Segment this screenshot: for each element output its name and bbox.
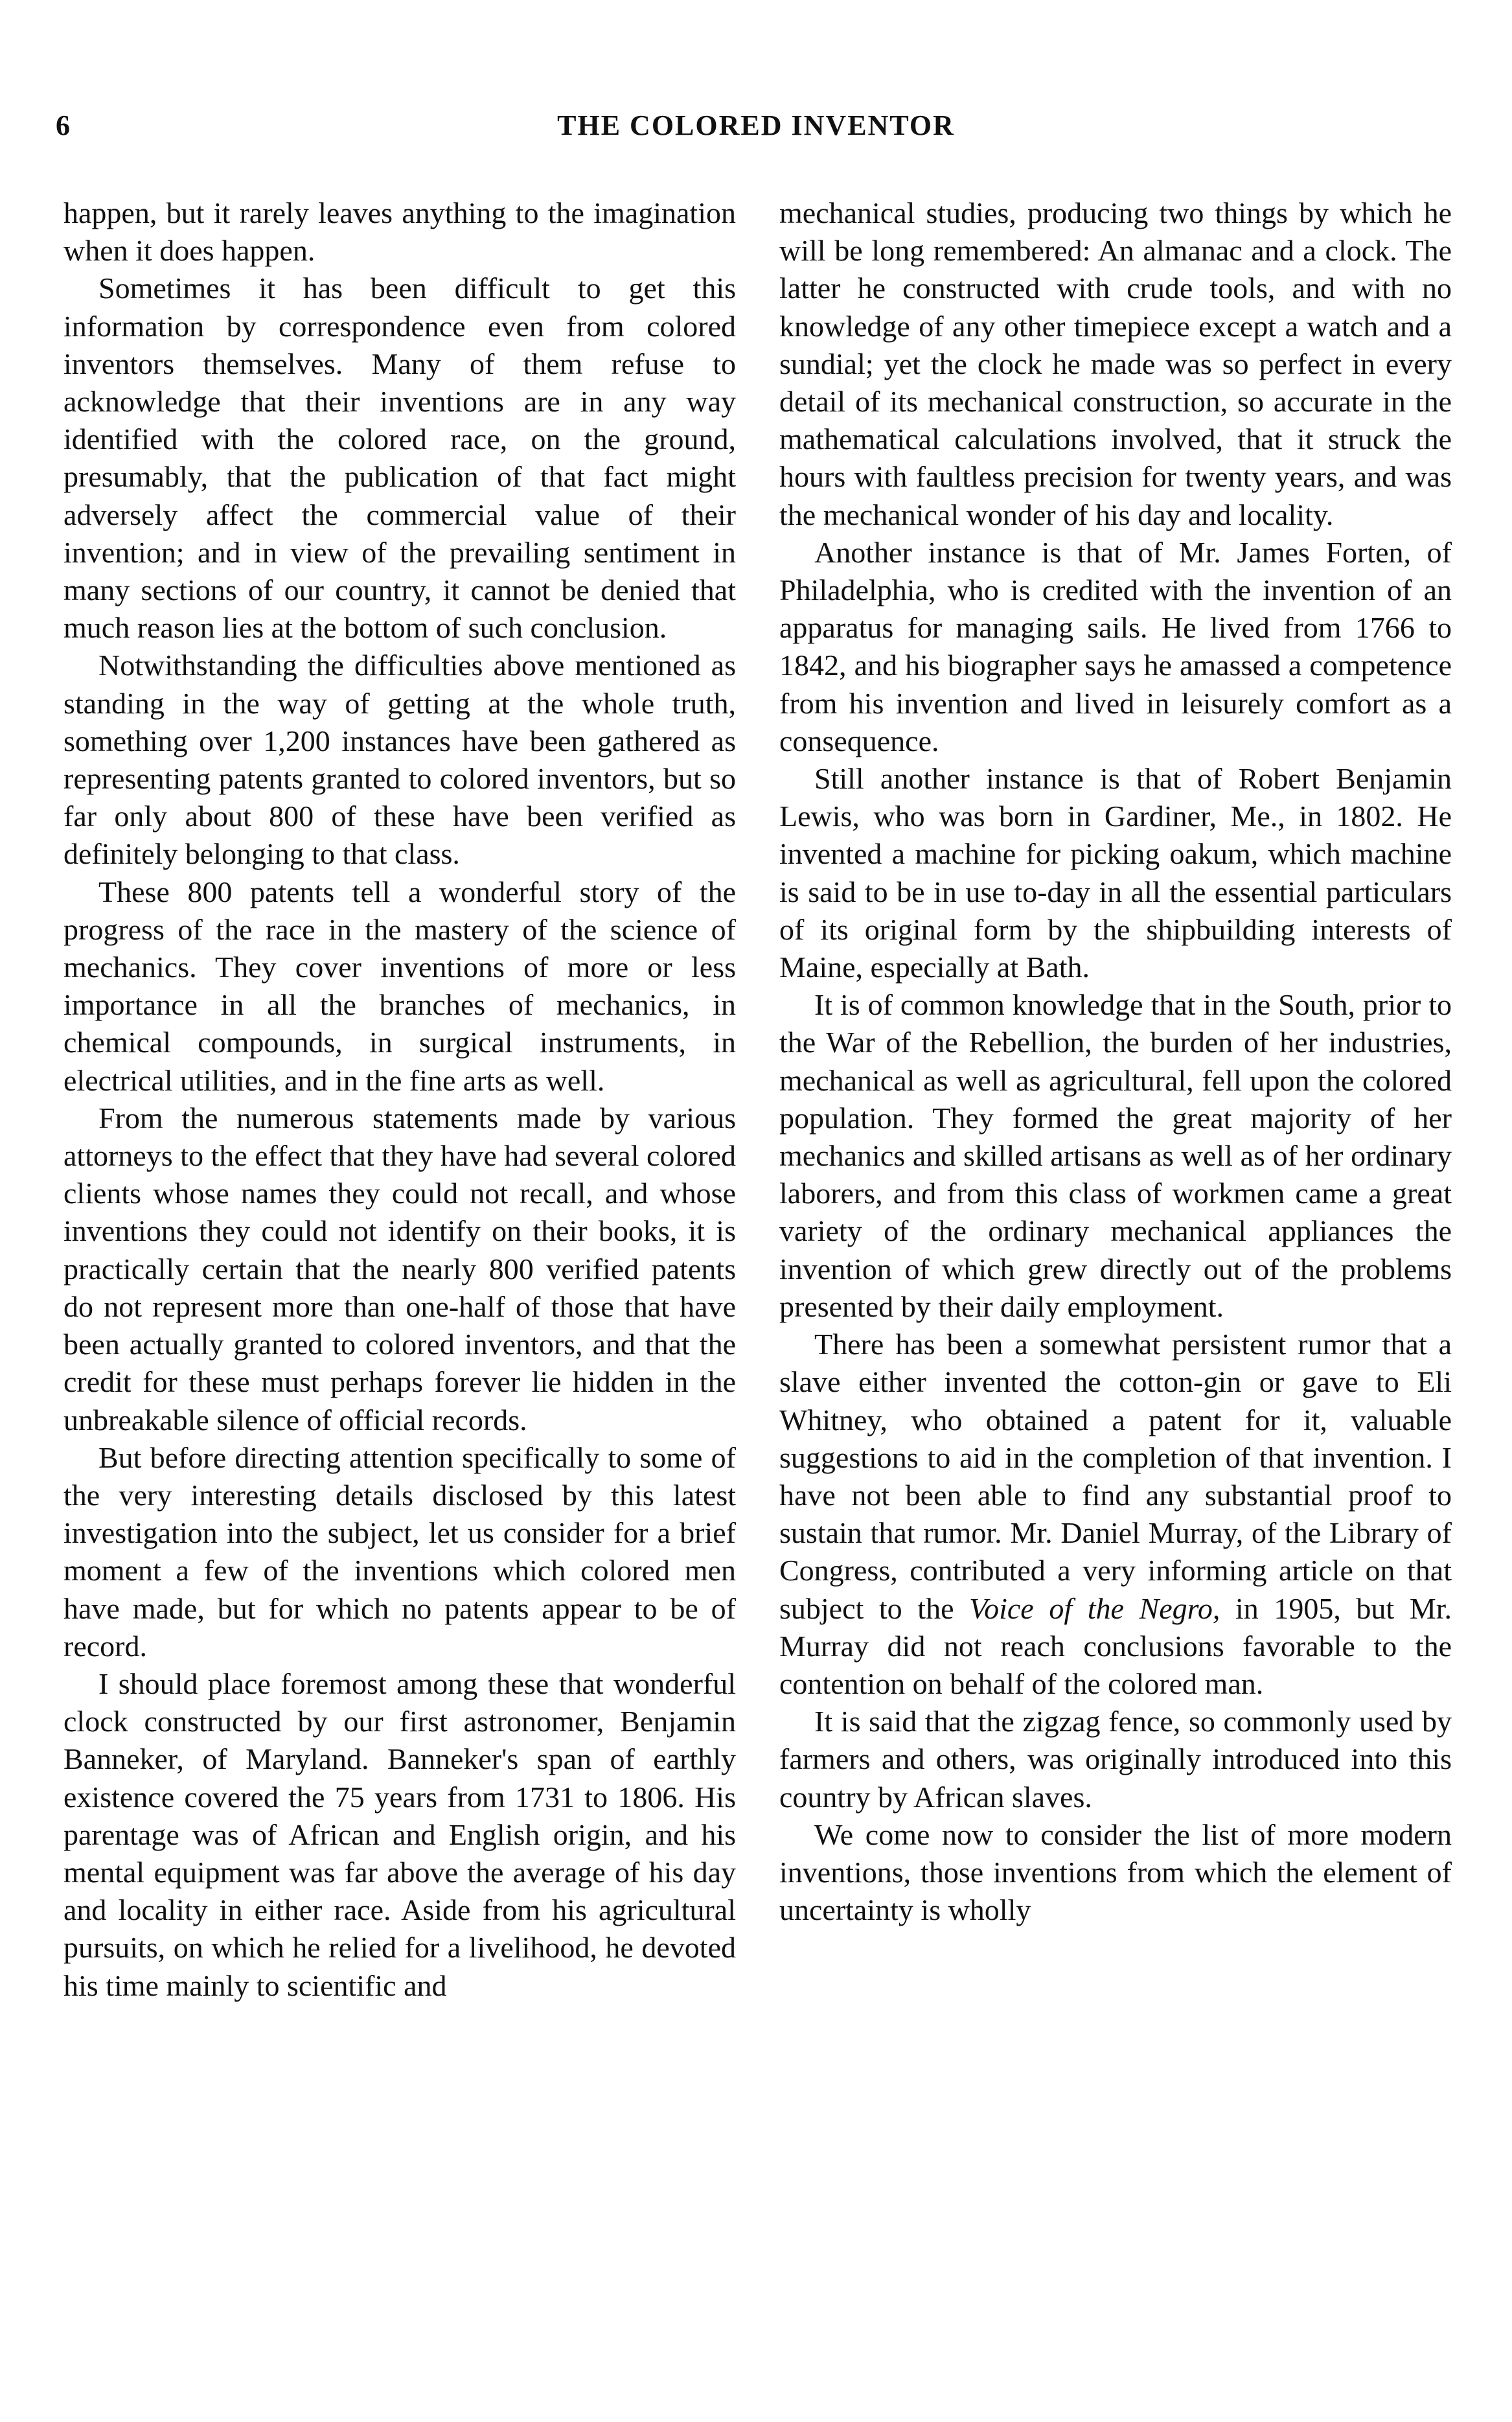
right-paragraph-5-text-b: in 1905, but Mr. Murray did not reach conclusions favorable to the contention on behalf of the colored man. xyxy=(779,1591,1452,1700)
page-number: 6 xyxy=(56,110,70,141)
left-paragraph-4: These 800 patents tell a wonderful story of the progress of the race in the mastery of the science of mechanics. They cover inventions of more or less importance in all the branches of mechanics, in chemical compounds, in surgical instruments, in electrical utilities, and in the fine arts as well. xyxy=(63,875,736,1097)
left-paragraph-5: From the numerous statements made by various attorneys to the effect that they have had several colored clients whose names they could not recall, and whose inventions they could not identify on their books, it is practically certain that the nearly 800 verified patents do not represent more than one-half of those that have been actually granted to colored inventors, and that the credit for these must perhaps forever lie hidden in the unbreakable silence of official records. xyxy=(63,1101,736,1436)
left-paragraph-2: Sometimes it has been difficult to get this information by correspondence even from colored inventors themselves. Many of them refuse to acknowledge that their inventions are in any way identified with the colored race, on the ground, presumably, that the publication of that fact might adversely affect the commercial value of their invention; and in view of the prevailing sentiment in many sections of our country, it cannot be denied that much reason lies at the bottom of such conclusion. xyxy=(63,271,736,645)
right-paragraph-3: Still another instance is that of Robert Benjamin Lewis, who was born in Gardiner, Me., in 1802. He invented a machine for picking oakum, which machine is said to be in use to-day in all the essential particulars of its original form by the shipbuilding interests of Maine, especially at Bath. xyxy=(779,762,1452,984)
left-column xyxy=(63,194,736,2005)
right-column xyxy=(779,194,1452,1929)
right-paragraph-4: It is of common knowledge that in the South, prior to the War of the Rebellion, the burden of her industries, mechanical as well as agricultural, fell upon the colored population. They formed the great majority of her mechanics and skilled artisans as well as of her ordinary laborers, and from this class of workmen came a great variety of the ordinary mechanical appliances the invention of which grew directly out of the problems presented by their daily employment. xyxy=(779,988,1452,1323)
left-paragraph-6: But before directing attention specifically to some of the very interesting details disclosed by this latest investigation into the subject, let us consider for a brief moment a few of the inventions which colored men have made, but for which no patents appear to be of record. xyxy=(63,1440,736,1663)
right-paragraph-5-text-a: There has been a somewhat persistent rumor that a slave either invented the cotton-gin or gave to Eli Whitney, who obtained a patent for it, valuable suggestions to aid in the completion of that invention. I have not been able to find any substantial proof to sustain that rumor. Mr. Daniel Murray, of the Library of Congress, contributed a very informing article on that subject to the xyxy=(779,1328,1452,1625)
right-paragraph-7: We come now to consider the list of more modern inventions, those inventions from which the element of uncertainty is wholly xyxy=(779,1817,1452,1927)
running-title: THE COLORED INVENTOR xyxy=(557,110,955,141)
right-paragraph-2: Another instance is that of Mr. James Forten, of Philadelphia, who is credited with the invention of an apparatus for managing sails. He lived from 1766 to 1842, and his biographer says he amassed a competence from his invention and lived in leisurely comfort as a consequence. xyxy=(779,535,1452,757)
right-paragraph-6: It is said that the zigzag fence, so commonly used by farmers and others, was originally introduced into this country by African slaves. xyxy=(779,1705,1452,1814)
left-paragraph-7: I should place foremost among these that wonderful clock constructed by our first astronomer, Benjamin Banneker, of Maryland. Banneker's span of earthly existence covered the 75 years from 1731 to 1806. His parentage was of African and English origin, and his mental equipment was far above the average of his day and locality in either race. Aside from his agricultural pursuits, on which he relied for a livelihood, he devoted his time mainly to scientific and xyxy=(63,1667,736,2002)
right-paragraph-5 xyxy=(779,1326,1452,1703)
left-paragraph-3: Notwithstanding the difficulties above mentioned as standing in the way of getting at the whole truth, something over 1,200 instances have been gathered as representing patents granted to colored inventors, but so far only about 800 of these have been verified as definitely belonging to that class. xyxy=(63,649,736,871)
right-paragraph-1: mechanical studies, producing two things by which he will be long remembered: An almanac and a clock. The latter he constructed with crude tools, and with no knowledge of any other timepiece except a watch and a sundial; yet the clock he made was so perfect in every detail of its mechanical construction, so accurate in the mathematical calculations involved, that it struck the hours with faultless precision for twenty years, and was the mechanical wonder of his day and locality. xyxy=(779,196,1452,531)
publication-title: Voice of the Negro, xyxy=(969,1591,1220,1625)
left-paragraph-1: happen, but it rarely leaves anything to the imagination when it does happen. xyxy=(63,196,736,268)
